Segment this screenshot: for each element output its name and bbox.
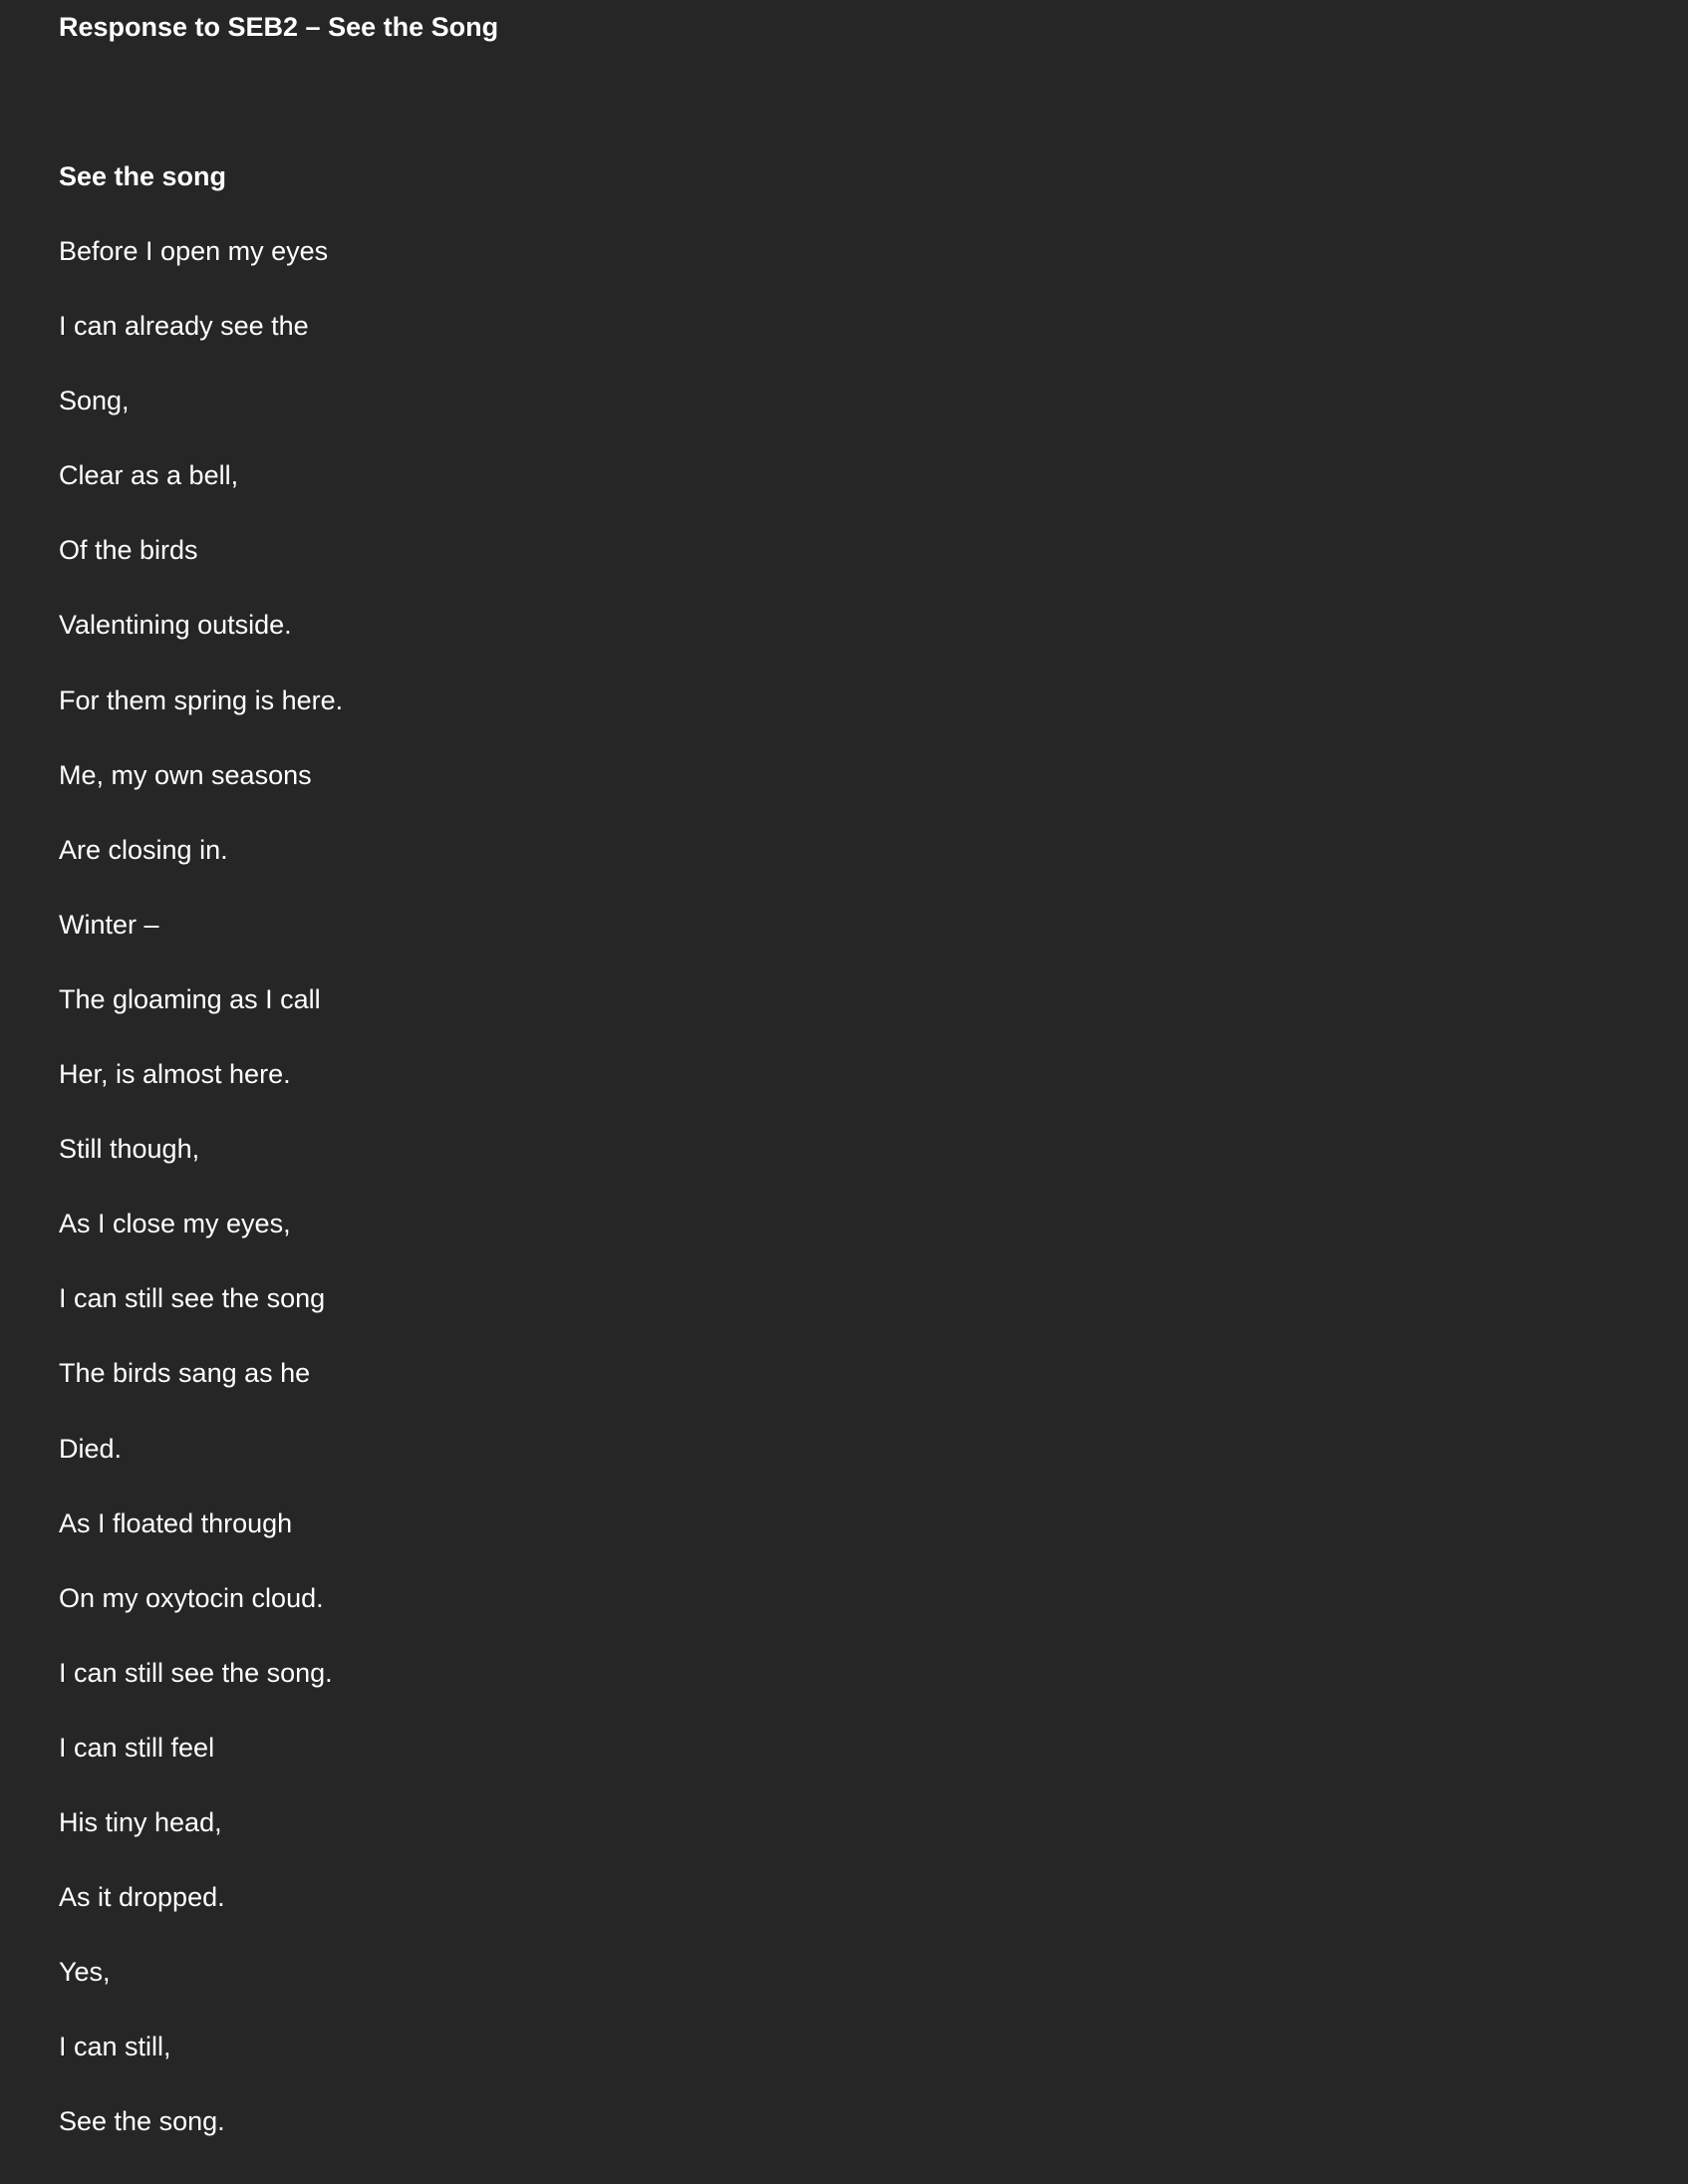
poem-line: Of the birds: [59, 535, 198, 566]
poem-line: Died.: [59, 1433, 123, 1464]
poem-line: As it dropped.: [59, 1882, 225, 1913]
poem-line: I can already see the: [59, 311, 309, 342]
poem-line: See the song.: [59, 2106, 225, 2137]
poem-line: Her, is almost here.: [59, 1059, 291, 1090]
poem-line: As I floated through: [59, 1507, 293, 1538]
poem-line: Are closing in.: [59, 834, 228, 865]
document-title: Response to SEB2 – See the Song: [59, 12, 499, 42]
poem-title: See the song: [59, 161, 227, 191]
poem-line: Winter –: [59, 909, 159, 940]
poem-body: [59, 233, 343, 2178]
poem-line: Clear as a bell,: [59, 460, 239, 491]
poem-line: Still though,: [59, 1134, 200, 1165]
poem-line: I can still feel: [59, 1732, 215, 1763]
poem-line: On my oxytocin cloud.: [59, 1582, 324, 1613]
poem-line: Me, my own seasons: [59, 759, 312, 790]
poem-line: Song,: [59, 386, 130, 416]
poem-line: For them spring is here.: [59, 684, 344, 715]
poem-line: I can still see the song.: [59, 1657, 333, 1688]
poem-line: The birds sang as he: [59, 1358, 311, 1389]
poem-line: I can still,: [59, 2032, 171, 2062]
poem-line: The gloaming as I call: [59, 983, 321, 1014]
poem-line: Valentining outside.: [59, 610, 292, 641]
poem-line: Yes,: [59, 1957, 111, 1988]
poem-line: As I close my eyes,: [59, 1209, 291, 1239]
poem-line: I can still see the song: [59, 1283, 326, 1314]
poem-line: Before I open my eyes: [59, 236, 329, 266]
poem-line: His tiny head,: [59, 1806, 222, 1837]
